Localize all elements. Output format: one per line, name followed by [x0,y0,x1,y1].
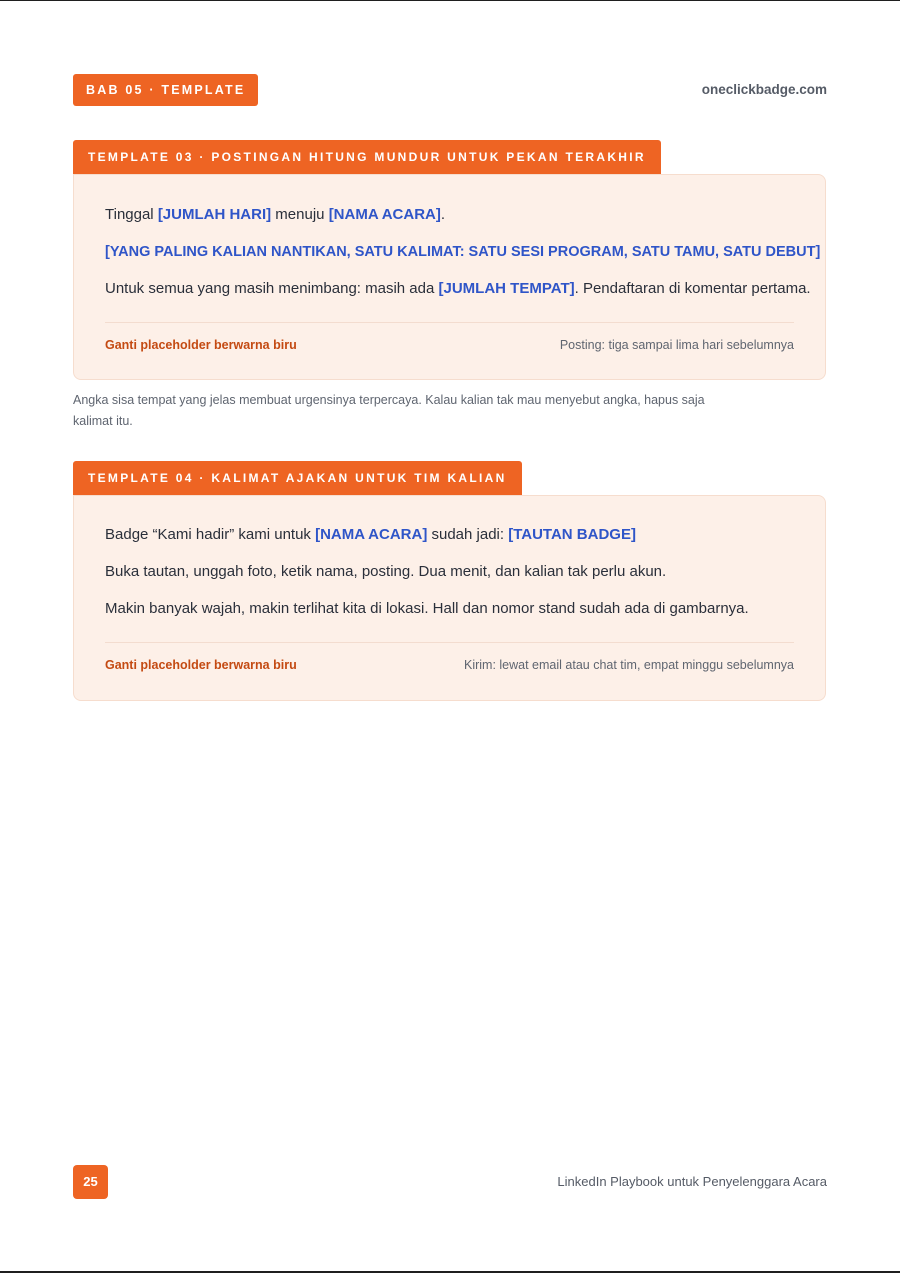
text-segment: Tinggal [105,206,158,223]
site-url[interactable]: oneclickbadge.com [701,82,827,97]
template-03-line-3 [105,279,811,299]
text-segment: sudah jadi: [427,526,509,543]
template-04-divider [105,642,794,643]
template-03-timing: Posting: tiga sampai lima hari sebelumnya [559,338,794,352]
placeholder-seats: [JUMLAH TEMPAT] [438,280,575,297]
placeholder-badge-link: [TAUTAN BADGE] [508,526,636,543]
template-03-line-1 [105,205,445,225]
template-04-line-3: Makin banyak wajah, makin terlihat kita di lokasi. Hall dan nomor stand sudah ada di gambarnya. [105,600,749,617]
template-04-timing: Kirim: lewat email atau chat tim, empat minggu sebelumnya [463,658,794,672]
text-segment: . Pendaftaran di komentar pertama. [574,280,811,297]
text-segment: . [440,206,446,223]
page-top-rule [0,0,900,1]
template-03-tab: TEMPLATE 03 · POSTINGAN HITUNG MUNDUR UNTUK PEKAN TERAKHIR [73,140,661,174]
template-04-line-2: Buka tautan, unggah foto, ketik nama, posting. Dua menit, dan kalian tak perlu akun. [105,563,667,580]
template-03-hint: Ganti placeholder berwarna biru [105,338,297,352]
template-04-line-1 [105,525,636,545]
placeholder-event-name: [NAMA ACARA] [328,206,441,223]
placeholder-event-name: [NAMA ACARA] [315,526,428,543]
template-03-divider [105,322,794,323]
template-04-tab: TEMPLATE 04 · KALIMAT AJAKAN UNTUK TIM KALIAN [73,461,522,495]
template-03-line-2-placeholder: [YANG PALING KALIAN NANTIKAN, SATU KALIMAT: SATU SESI PROGRAM, SATU TAMU, SATU DEBUT] [105,244,821,260]
document-title: LinkedIn Playbook untuk Penyelenggara Acara [557,1174,827,1189]
text-segment: Untuk semua yang masih menimbang: masih ada [105,280,439,297]
chapter-badge: BAB 05 · TEMPLATE [73,74,258,106]
template-04-hint: Ganti placeholder berwarna biru [105,658,297,672]
page-number: 25 [73,1165,108,1199]
text-segment: Badge “Kami hadir” kami untuk [105,526,316,543]
template-03-note: Angka sisa tempat yang jelas membuat urgensinya terpercaya. Kalau kalian tak mau menyebut angka, hapus saja kalimat itu. [73,393,705,428]
text-segment: menuju [271,206,329,223]
placeholder-days: [JUMLAH HARI] [157,206,272,223]
template-03-card [73,174,826,380]
template-04-card [73,495,826,701]
